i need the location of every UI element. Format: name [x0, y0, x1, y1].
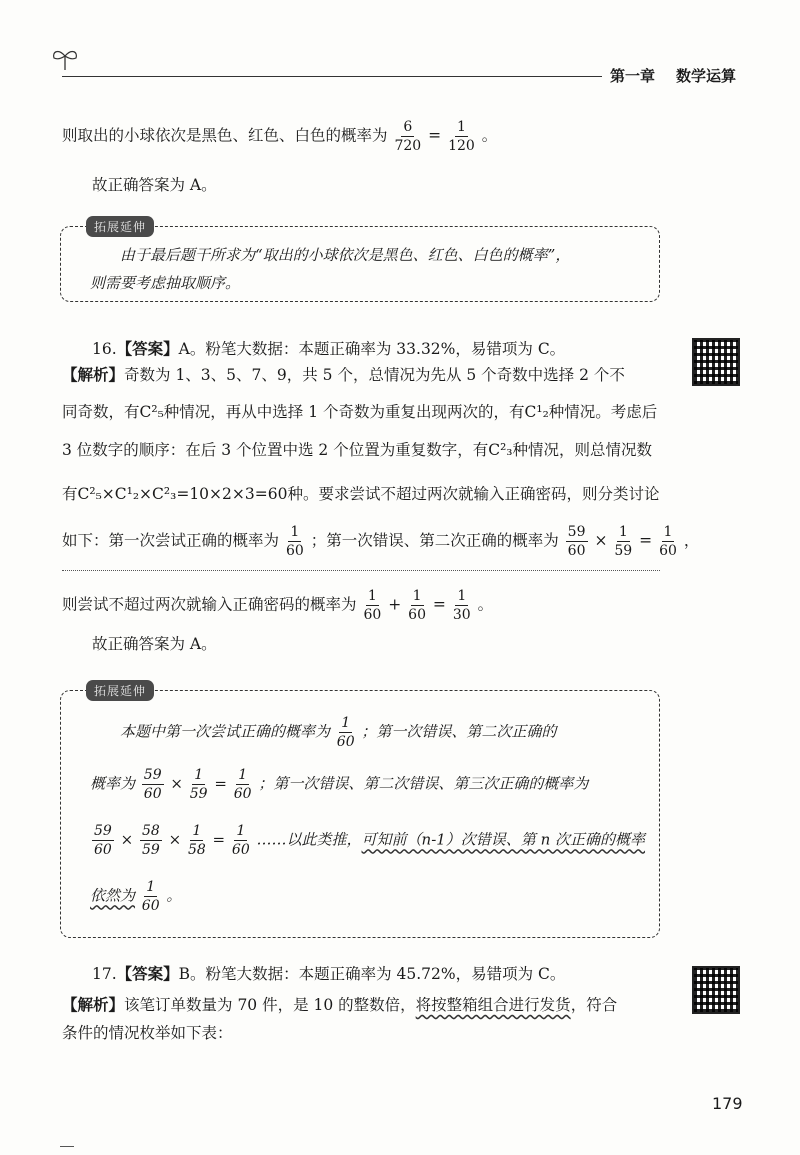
note2-line1: 本题中第一次尝试正确的概率为 $\frac{1}{60}$ ；第一次错误、第二次正确的	[120, 715, 557, 750]
qr-code-16[interactable]	[692, 338, 740, 386]
q16-wavy-underline	[62, 566, 660, 571]
q16-line6: 则尝试不超过两次就输入正确密码的概率为 $\frac{1}{60}$ + $\frac{1}{60}$ = $\frac{1}{30}$ 。	[62, 588, 494, 623]
q17-analysis-line1: 【解析】该笔订单数量为 70 件，是 10 的整数倍，将按整箱组合进行发货，符合	[62, 996, 618, 1014]
q16-line2: 同奇数，有C²₅种情况，再从中选择 1 个奇数为重复出现两次的，有C¹₂种情况。考虑后	[62, 403, 658, 421]
q16-final-answer: 故正确答案为 A。	[92, 635, 217, 653]
note2-line4: 依然为 $\frac{1}{60}$ 。	[90, 879, 182, 914]
note1-line2: 则需要考虑抽取顺序。	[90, 274, 241, 292]
note2-line3: $\frac{59}{60}$ × $\frac{58}{59}$ × $\frac{1}{58}$ = $\frac{1}{60}$ ……以此类推，可知前（n-1）次错误、第 n 次正确的概率	[94, 823, 646, 858]
qr-code-17[interactable]	[692, 966, 740, 1014]
q16-line5: 如下：第一次尝试正确的概率为 $\frac{1}{60}$ ；第一次错误、第二次正确的概率为 $\frac{59}{60}$ × $\frac{1}{59}$ = $\frac{1}{60}$ ，	[62, 524, 700, 559]
block1-line: 则取出的小球依次是黑色、红色、白色的概率为 $\frac{6}{720}$ = $\frac{1}{120}$ 。	[62, 119, 498, 154]
note1-line1: 由于最后题干所求为“取出的小球依次是黑色、红色、白色的概率”，	[120, 246, 571, 264]
page-number: 179	[712, 1094, 743, 1113]
note-tag-2: 拓展延伸	[86, 680, 154, 701]
footer-mark	[60, 1146, 74, 1147]
q16-analysis-line1: 【解析】奇数为 1、3、5、7、9，共 5 个，总情况为先从 5 个奇数中选择 2 个不	[62, 366, 625, 384]
q16-answer-line: 16.【答案】A。粉笔大数据：本题正确率为 33.32%，易错项为 C。	[92, 340, 566, 358]
q16-line3: 3 位数字的顺序：在后 3 个位置中选 2 个位置为重复数字，有C²₃种情况，则总情况数	[62, 441, 653, 459]
header-title: 数学运算	[676, 67, 737, 85]
note2-line2: 概率为 $\frac{59}{60}$ × $\frac{1}{59}$ = $\frac{1}{60}$ ；第一次错误、第二次错误、第三次正确的概率为	[90, 767, 589, 802]
block1-answer: 故正确答案为 A。	[92, 176, 217, 194]
header-rule	[62, 76, 602, 77]
q17-answer-line: 17.【答案】B。粉笔大数据：本题正确率为 45.72%，易错项为 C。	[92, 965, 566, 983]
sprout-icon	[50, 46, 80, 72]
q16-line4: 有C²₅×C¹₂×C²₃=10×2×3=60种。要求尝试不超过两次就输入正确密码，则分类讨论	[62, 485, 660, 503]
note-tag-1: 拓展延伸	[86, 216, 154, 237]
header-chapter: 第一章	[610, 67, 656, 85]
q17-line2: 条件的情况枚举如下表：	[62, 1024, 233, 1042]
